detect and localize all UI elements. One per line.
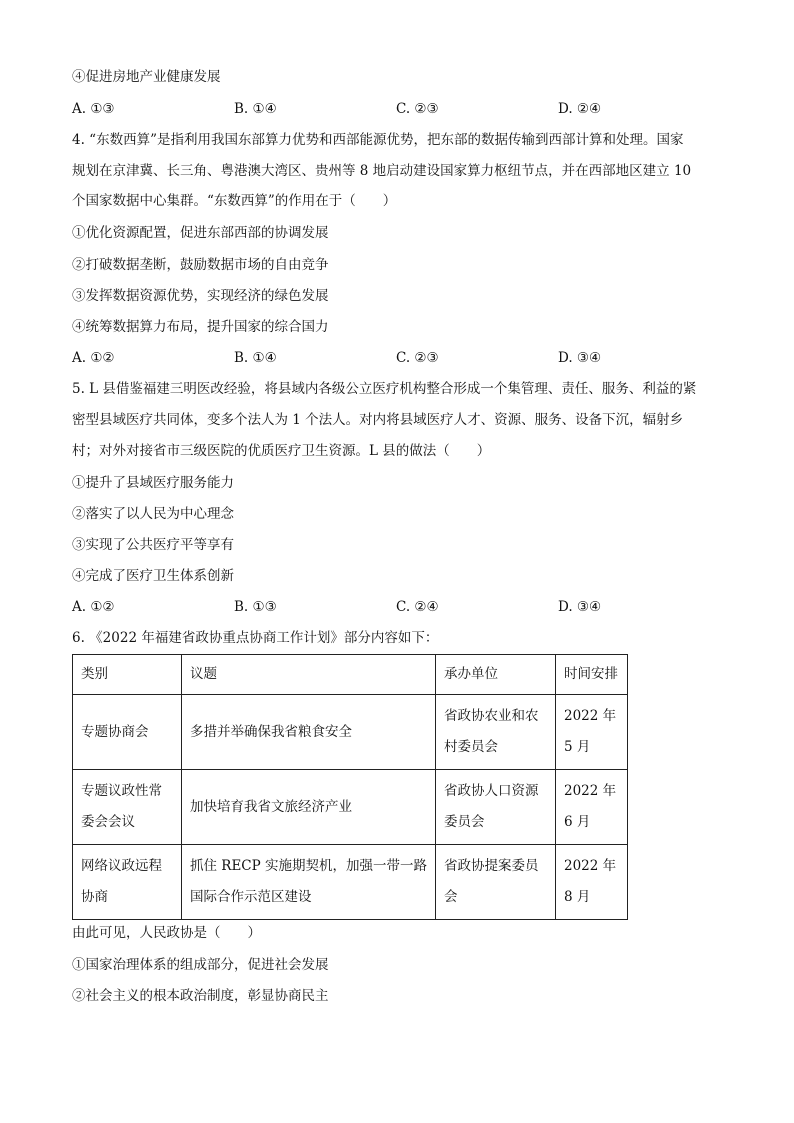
q4-option-a: A. ①②	[72, 350, 115, 366]
cell-line: 国际合作示范区建设	[190, 889, 312, 905]
q4-item-2: ②打破数据垄断，鼓励数据市场的自由竞争	[72, 257, 329, 273]
cell-time	[556, 695, 628, 770]
q5-stem-line-2: 密型县域医疗共同体，变多个法人为 1 个法人。对内将县域医疗人才、资源、服务、设备下沉，辐射乡	[72, 412, 684, 428]
cell-unit	[436, 695, 556, 770]
cell-unit	[436, 770, 556, 845]
q4-item-4: ④统筹数据算力布局，提升国家的综合国力	[72, 319, 329, 335]
q5-item-4: ④完成了医疗卫生体系创新	[72, 568, 234, 584]
cell-line: 委会会议	[81, 814, 135, 830]
q5-item-3: ③实现了公共医疗平等享有	[72, 537, 234, 553]
cell-line: 多措并举确保我省粮食安全	[190, 723, 352, 740]
cell-category	[73, 770, 182, 845]
q5-item-1: ①提升了县域医疗服务能力	[72, 475, 234, 491]
q4-option-d: D. ③④	[558, 350, 602, 366]
cell-line: 省政协人口资源	[444, 783, 539, 799]
q3-options	[72, 100, 632, 118]
cell-line: 会	[444, 889, 458, 905]
table-row	[73, 845, 628, 920]
cell-line: 委员会	[444, 814, 485, 830]
q3-option-b: B. ①④	[234, 101, 277, 117]
cell-line: 2022 年	[564, 708, 617, 724]
q3-item-4: ④促进房地产业健康发展	[72, 69, 221, 85]
cell-line: 省政协提案委员	[444, 858, 539, 874]
cell-time	[556, 770, 628, 845]
q4-stem-line-2: 规划在京津冀、长三角、粤港澳大湾区、贵州等 8 地启动建设国家算力枢纽节点，并在西部地区建立 10	[72, 163, 692, 179]
cell-line: 网络议政远程	[81, 858, 162, 874]
q4-item-3: ③发挥数据资源优势，实现经济的绿色发展	[72, 288, 329, 304]
cell-line: 专题议政性常	[81, 783, 162, 799]
q5-option-c: C. ②④	[396, 599, 439, 615]
cell-line: 5 月	[564, 739, 591, 755]
q3-option-d: D. ②④	[558, 101, 602, 117]
header-category: 类别	[73, 655, 182, 695]
q4-stem-line-1: 4. “东数西算”是指利用我国东部算力优势和西部能源优势，把东部的数据传输到西部计算和处理。国家	[72, 132, 684, 148]
cell-line: 专题协商会	[81, 723, 149, 740]
cell-line: 村委员会	[444, 739, 498, 755]
cell-unit	[436, 845, 556, 920]
q5-option-b: B. ①③	[234, 599, 277, 615]
q4-stem-line-3: 个国家数据中心集群。“东数西算”的作用在于（ ）	[72, 193, 397, 209]
cell-line: 抓住 RECP 实施期契机，加强一带一路	[190, 858, 428, 874]
q6-item-2: ②社会主义的根本政治制度，彰显协商民主	[72, 988, 329, 1004]
header-unit: 承办单位	[436, 655, 556, 695]
table-row	[73, 770, 628, 845]
header-topic: 议题	[182, 655, 436, 695]
header-time: 时间安排	[556, 655, 628, 695]
table-row	[73, 695, 628, 770]
cell-category	[73, 695, 182, 770]
q5-option-d: D. ③④	[558, 599, 602, 615]
q5-item-2: ②落实了以人民为中心理念	[72, 506, 234, 522]
cell-line: 8 月	[564, 889, 591, 905]
q4-item-1: ①优化资源配置，促进东部西部的协调发展	[72, 225, 329, 241]
cell-line: 6 月	[564, 814, 591, 830]
cell-time	[556, 845, 628, 920]
q5-stem-line-3: 村；对外对接省市三级医院的优质医疗卫生资源。L 县的做法（ ）	[72, 443, 491, 459]
cell-line: 加快培育我省文旅经济产业	[190, 798, 352, 815]
q4-options	[72, 349, 632, 367]
cell-line: 协商	[81, 889, 108, 905]
cell-topic	[182, 695, 436, 770]
q3-option-a: A. ①③	[72, 101, 115, 117]
q6-stem: 6. 《2022 年福建省政协重点协商工作计划》部分内容如下：	[72, 630, 439, 646]
cell-line: 2022 年	[564, 858, 617, 874]
cell-topic	[182, 845, 436, 920]
q5-options	[72, 598, 632, 616]
cell-line: 省政协农业和农	[444, 708, 539, 724]
q3-option-c: C. ②③	[396, 101, 439, 117]
cell-line: 2022 年	[564, 783, 617, 799]
cell-topic	[182, 770, 436, 845]
cell-category	[73, 845, 182, 920]
q5-option-a: A. ①②	[72, 599, 115, 615]
work-plan-table	[72, 654, 628, 920]
table-header-row	[73, 655, 628, 695]
q5-stem-line-1: 5. L 县借鉴福建三明医改经验，将县域内各级公立医疗机构整合形成一个集管理、责任、服务、利益的紧	[72, 381, 697, 397]
q4-option-b: B. ①④	[234, 350, 277, 366]
q6-follow: 由此可见，人民政协是（ ）	[72, 925, 261, 941]
q4-option-c: C. ②③	[396, 350, 439, 366]
q6-item-1: ①国家治理体系的组成部分，促进社会发展	[72, 957, 329, 973]
